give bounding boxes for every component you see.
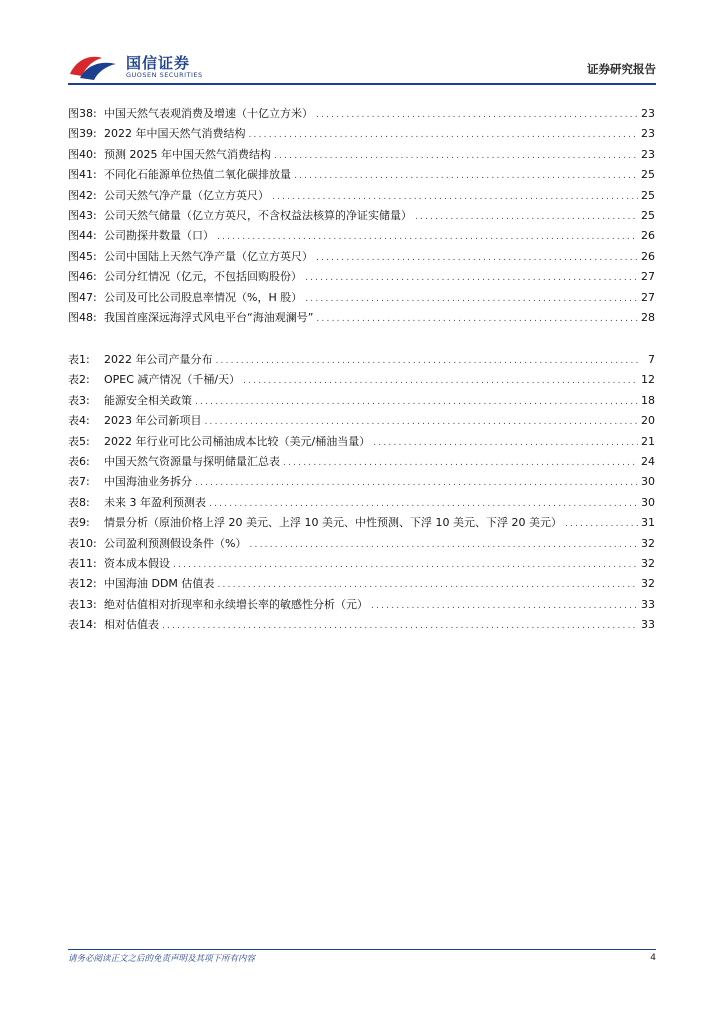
table-entry-label: 表13: [68, 597, 97, 611]
dot-leader [316, 309, 638, 329]
dot-leader [415, 207, 638, 227]
table-entry-page: 21 [641, 434, 655, 448]
report-type-label: 证券研究报告 [587, 62, 656, 76]
dot-leader [162, 616, 638, 636]
figure-entry-page: 25 [641, 188, 655, 202]
dot-leader [217, 575, 638, 595]
table-entry-title: 能源安全相关政策 [104, 393, 192, 407]
dot-leader [243, 371, 638, 391]
table-entry[interactable] [68, 513, 655, 533]
figure-entry-page: 23 [641, 147, 655, 161]
table-entry[interactable] [68, 370, 655, 390]
table-entry-page: 12 [641, 373, 655, 387]
dot-leader [316, 248, 638, 268]
dot-leader [283, 453, 638, 473]
table-entry-title: 中国天然气资源量与探明储量汇总表 [104, 454, 280, 468]
figure-entry-page: 26 [641, 249, 655, 263]
table-entry[interactable] [68, 534, 655, 554]
table-index [68, 350, 655, 635]
table-entry-title: 中国海油业务拆分 [104, 475, 192, 489]
dot-leader [371, 596, 638, 616]
figure-entry-label: 图43: [68, 208, 97, 222]
table-entry-page: 30 [641, 475, 655, 489]
figure-entry-title: 公司天然气净产量（亿立方英尺） [104, 188, 269, 202]
figure-entry-label: 图45: [68, 249, 97, 263]
page-header [0, 0, 724, 90]
figure-entry[interactable] [68, 267, 655, 287]
table-entry-title: 2022 年行业可比公司桶油成本比较（美元/桶油当量） [104, 434, 371, 448]
figure-entry-page: 23 [641, 107, 655, 120]
figure-entry-title: 我国首座深远海浮式风电平台“海油观澜号” [104, 310, 314, 324]
table-entry[interactable] [68, 554, 655, 574]
table-entry[interactable] [68, 574, 655, 594]
table-entry-title: 2023 年公司新项目 [104, 414, 202, 428]
figure-entry[interactable] [68, 206, 655, 226]
table-entry-page: 30 [641, 495, 655, 509]
guosen-logo-icon [68, 52, 120, 82]
table-entry-page: 33 [641, 597, 655, 611]
figure-entry[interactable] [68, 247, 655, 267]
figure-entry-label: 图38: [68, 107, 97, 120]
table-entry-title: 未来 3 年盈利预测表 [104, 495, 206, 509]
table-entry-page: 33 [641, 618, 655, 632]
table-entry-label: 表5: [68, 434, 90, 448]
figure-entry-title: 预测 2025 年中国天然气消费结构 [104, 147, 271, 161]
table-entry[interactable] [68, 391, 655, 411]
figure-entry-label: 图47: [68, 290, 97, 304]
table-entry-title: 中国海油 DDM 估值表 [104, 577, 215, 591]
table-entry-page: 32 [641, 556, 655, 570]
figure-entry-label: 图39: [68, 127, 97, 141]
figure-entry-page: 28 [641, 310, 655, 324]
table-entry-label: 表8: [68, 495, 90, 509]
dot-leader [205, 412, 639, 432]
figure-entry-label: 图41: [68, 168, 97, 182]
table-entry-title: 相对估值表 [104, 618, 159, 632]
figure-entry-title: 公司及可比公司股息率情况（%，H 股） [104, 290, 303, 304]
table-entry-title: 资本成本假设 [104, 556, 170, 570]
table-entry-title: OPEC 减产情况（千桶/天） [104, 373, 241, 387]
dot-leader [195, 392, 638, 412]
figure-entry-title: 公司天然气储量（亿立方英尺，不含权益法核算的净证实储量） [104, 208, 412, 222]
logo-english-name: GUOSEN SECURITIES [126, 71, 203, 79]
table-entry[interactable] [68, 452, 655, 472]
table-entry-page: 32 [641, 536, 655, 550]
table-entry-title: 2022 年公司产量分布 [104, 353, 213, 366]
table-entry-label: 表7: [68, 475, 90, 489]
table-entry-label: 表2: [68, 373, 90, 387]
dot-leader [294, 166, 638, 186]
figure-entry-title: 不同化石能源单位热值二氧化碳排放量 [104, 168, 291, 182]
dot-leader [209, 494, 638, 514]
table-entry-title: 情景分析（原油价格上浮 20 美元、上浮 10 美元、中性预测、下浮 10 美元、下浮 20 美元） [104, 516, 562, 530]
table-entry[interactable] [68, 411, 655, 431]
table-entry-page: 20 [641, 414, 655, 428]
figure-entry[interactable] [68, 104, 655, 124]
figure-entry-title: 公司中国陆上天然气净产量（亿立方英尺） [104, 249, 313, 263]
header-divider [68, 83, 656, 85]
figure-entry-page: 26 [641, 229, 655, 243]
table-entry-title: 公司盈利预测假设条件（%） [104, 536, 247, 550]
dot-leader [565, 514, 638, 534]
dot-leader [195, 473, 638, 493]
figure-entry-label: 图40: [68, 147, 97, 161]
figure-entry-page: 27 [641, 270, 655, 284]
table-entry-label: 表9: [68, 516, 90, 530]
figure-entry[interactable] [68, 165, 655, 185]
figure-index [68, 104, 655, 328]
logo-chinese-name: 国信证券 [126, 54, 191, 72]
table-entry-page: 24 [641, 454, 655, 468]
footer-divider [68, 949, 656, 950]
dot-leader [249, 125, 639, 145]
figure-entry-label: 图44: [68, 229, 97, 243]
figure-entry-title: 中国天然气表观消费及增速（十亿立方米） [104, 107, 313, 120]
table-entry-page: 31 [641, 516, 655, 530]
figure-entry-page: 27 [641, 290, 655, 304]
table-entry[interactable] [68, 472, 655, 492]
figure-entry-title: 公司分红情况（亿元，不包括回购股份） [104, 270, 302, 284]
figure-entry[interactable] [68, 124, 655, 144]
figure-entry-title: 公司勘探井数量（口） [104, 229, 214, 243]
table-entry-label: 表14: [68, 618, 97, 632]
figure-entry-label: 图46: [68, 270, 97, 284]
table-entry-label: 表12: [68, 577, 97, 591]
figure-entry-page: 25 [641, 208, 655, 222]
table-entry-label: 表11: [68, 556, 97, 570]
figure-entry-page: 23 [641, 127, 655, 141]
table-entry[interactable] [68, 595, 655, 615]
figure-entry-label: 图48: [68, 310, 97, 324]
dot-leader [316, 105, 638, 125]
table-entry-page: 7 [648, 353, 655, 366]
table-entry[interactable] [68, 350, 655, 370]
table-entry-title: 绝对估值相对折现率和永续增长率的敏感性分析（元） [104, 597, 368, 611]
figure-entry[interactable] [68, 226, 655, 246]
table-entry[interactable] [68, 493, 655, 513]
figure-entry[interactable] [68, 288, 655, 308]
figure-entry[interactable] [68, 145, 655, 165]
footer-disclaimer: 请务必阅读正文之后的免责声明及其项下所有内容 [68, 954, 256, 964]
table-entry[interactable] [68, 615, 655, 635]
figure-entry[interactable] [68, 308, 655, 328]
dot-leader [272, 187, 638, 207]
table-entry[interactable] [68, 432, 655, 452]
table-entry-label: 表4: [68, 414, 90, 428]
table-entry-page: 32 [641, 577, 655, 591]
table-entry-label: 表3: [68, 393, 90, 407]
dot-leader [217, 227, 638, 247]
dot-leader [305, 268, 638, 288]
figure-entry-page: 25 [641, 168, 655, 182]
dot-leader [249, 535, 638, 555]
dot-leader [305, 289, 638, 309]
table-entry-label: 表10: [68, 536, 97, 550]
table-entry-label: 表1: [68, 353, 90, 366]
page-number: 4 [650, 953, 656, 963]
dot-leader [173, 555, 638, 575]
dot-leader [274, 146, 638, 166]
table-entry-label: 表6: [68, 454, 90, 468]
figure-entry[interactable] [68, 186, 655, 206]
dot-leader [216, 351, 641, 371]
figure-entry-title: 2022 年中国天然气消费结构 [104, 127, 246, 141]
figure-entry-label: 图42: [68, 188, 97, 202]
table-entry-page: 18 [641, 393, 655, 407]
dot-leader [373, 433, 638, 453]
